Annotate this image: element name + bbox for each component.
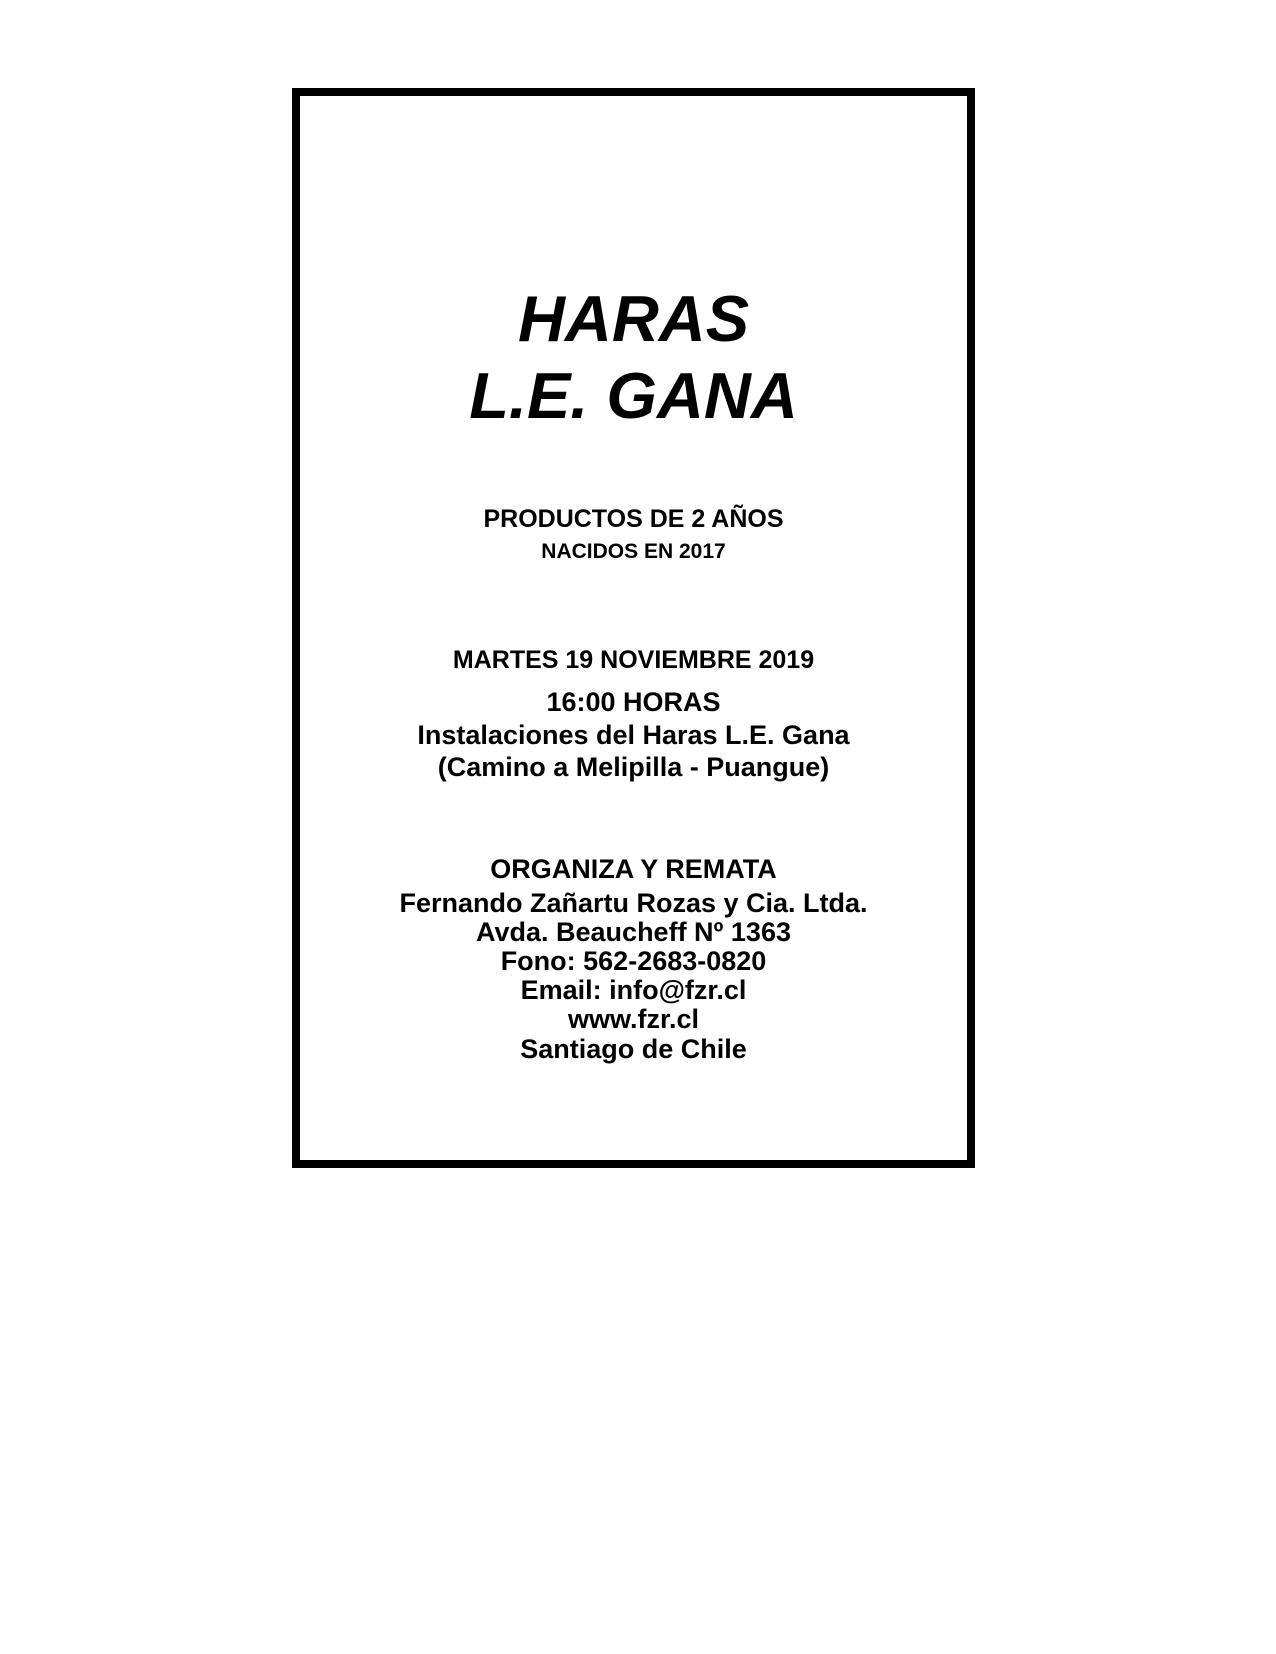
event-time: 16:00 HORAS (546, 687, 721, 717)
event-date: MARTES 19 NOVIEMBRE 2019 (452, 646, 815, 674)
title-haras: HARAS (517, 282, 750, 355)
organizer-heading: ORGANIZA Y REMATA (490, 854, 777, 884)
organizer-city: Santiago de Chile (520, 1034, 747, 1064)
title-name: L.E. GANA (469, 359, 798, 432)
organizer-email: Email: info@fzr.cl (520, 975, 747, 1005)
organizer-address: Avda. Beaucheff Nº 1363 (476, 917, 791, 947)
subtitle-products: PRODUCTOS DE 2 AÑOS (483, 505, 784, 533)
organizer-website: www.fzr.cl (567, 1004, 700, 1034)
subtitle-born: NACIDOS EN 2017 (541, 540, 726, 563)
event-venue: Instalaciones del Haras L.E. Gana (417, 720, 850, 750)
organizer-company: Fernando Zañartu Rozas y Cia. Ltda. (399, 888, 868, 918)
event-location: (Camino a Melipilla - Puangue) (437, 752, 830, 782)
organizer-phone: Fono: 562-2683-0820 (500, 946, 767, 976)
